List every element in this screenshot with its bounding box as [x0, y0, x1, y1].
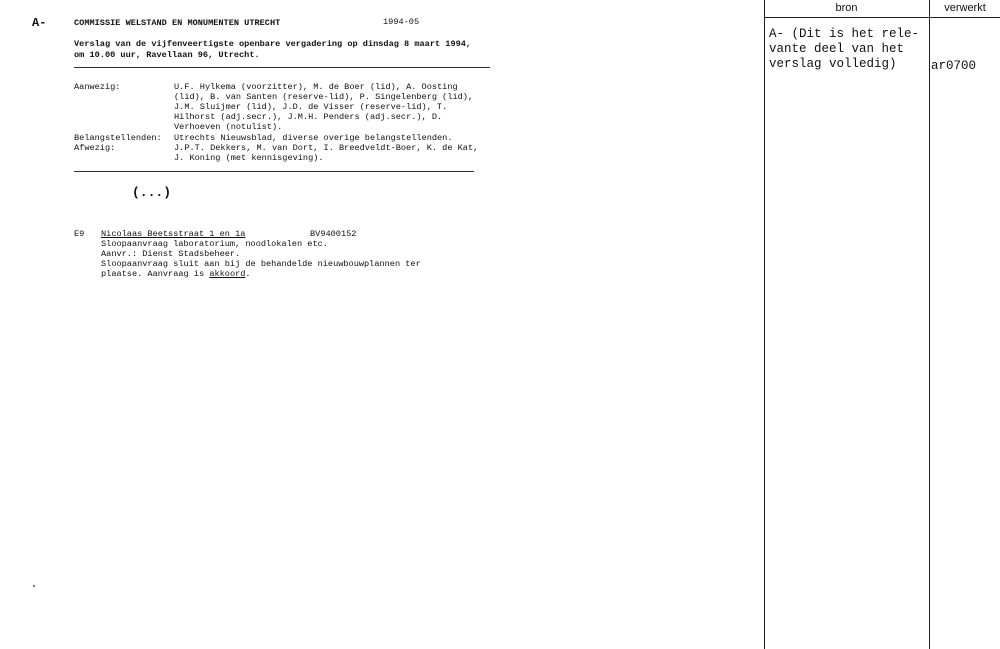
- item-address: Nicolaas Beetsstraat 1 en 1a: [101, 229, 246, 239]
- attendance-present-line: U.F. Hylkema (voorzitter), M. de Boer (lid), A. Oosting: [174, 82, 458, 92]
- item-decision: akkoord: [209, 269, 246, 279]
- item-code: E9: [74, 229, 85, 239]
- omission-marker: (...): [132, 185, 172, 200]
- report-title-line-2: om 10.00 uur, Ravellaan 96, Utrecht.: [74, 50, 260, 60]
- column-header-bron: bron: [835, 2, 858, 14]
- verwerkt-cell: ar0700: [931, 59, 977, 73]
- scan-speck: [33, 585, 35, 587]
- item-decision-suffix: .: [245, 269, 251, 279]
- attendance-present-line: Hilhorst (adj.secr.), J.M.H. Penders (adj.secr.), D.: [174, 112, 443, 122]
- item-decision-prefix: plaatse. Aanvraag is: [101, 269, 210, 279]
- header-organization: COMMISSIE WELSTAND EN MONUMENTEN UTRECHT: [74, 18, 281, 28]
- attendance-absent-line: J.P.T. Dekkers, M. van Dort, I. Breedveldt-Boer, K. de Kat,: [174, 143, 479, 153]
- item-reference: BV9400152: [310, 229, 357, 239]
- column-header-verwerkt: verwerkt: [944, 2, 986, 14]
- attendance-absent-line: J. Koning (met kennisgeving).: [174, 153, 324, 163]
- attendance-label-interested: Belangstellenden:: [74, 133, 162, 143]
- attendance-label-present: Aanwezig:: [74, 82, 121, 92]
- divider-top: [74, 67, 490, 68]
- header-date: 1994-05: [383, 17, 420, 27]
- bron-cell-line: verslag volledig): [769, 57, 897, 71]
- attendance-label-absent: Afwezig:: [74, 143, 116, 153]
- attendance-interested-line: Utrechts Nieuwsblad, diverse overige belangstellenden.: [174, 133, 453, 143]
- bron-cell-line: vante deel van het: [769, 42, 905, 56]
- item-decision-line: [101, 269, 251, 280]
- item-remark: Sloopaanvraag sluit aan bij de behandelde nieuwbouwplannen ter: [101, 259, 421, 269]
- attendance-present-line: Verhoeven (notulist).: [174, 122, 283, 132]
- table-header-divider: [764, 17, 1000, 18]
- source-table: [764, 0, 1000, 649]
- divider-bottom: [74, 171, 474, 172]
- attendance-present-line: J.M. Sluijmer (lid), J.D. de Visser (reserve-lid), T.: [174, 102, 448, 112]
- table-column-divider: [929, 0, 930, 649]
- document-marker: A-: [32, 16, 47, 30]
- bron-cell-line: A- (Dit is het rele-: [769, 27, 920, 41]
- report-title-line-1: Verslag van de vijfenveertigste openbare vergadering op dinsdag 8 maart 1994,: [74, 39, 472, 49]
- table-border-left: [764, 0, 765, 649]
- item-description: Sloopaanvraag laboratorium, noodlokalen etc.: [101, 239, 328, 249]
- item-applicant: Aanvr.: Dienst Stadsbeheer.: [101, 249, 241, 259]
- attendance-present-line: (lid), B. van Santen (reserve-lid), P. Singelenberg (lid),: [174, 92, 474, 102]
